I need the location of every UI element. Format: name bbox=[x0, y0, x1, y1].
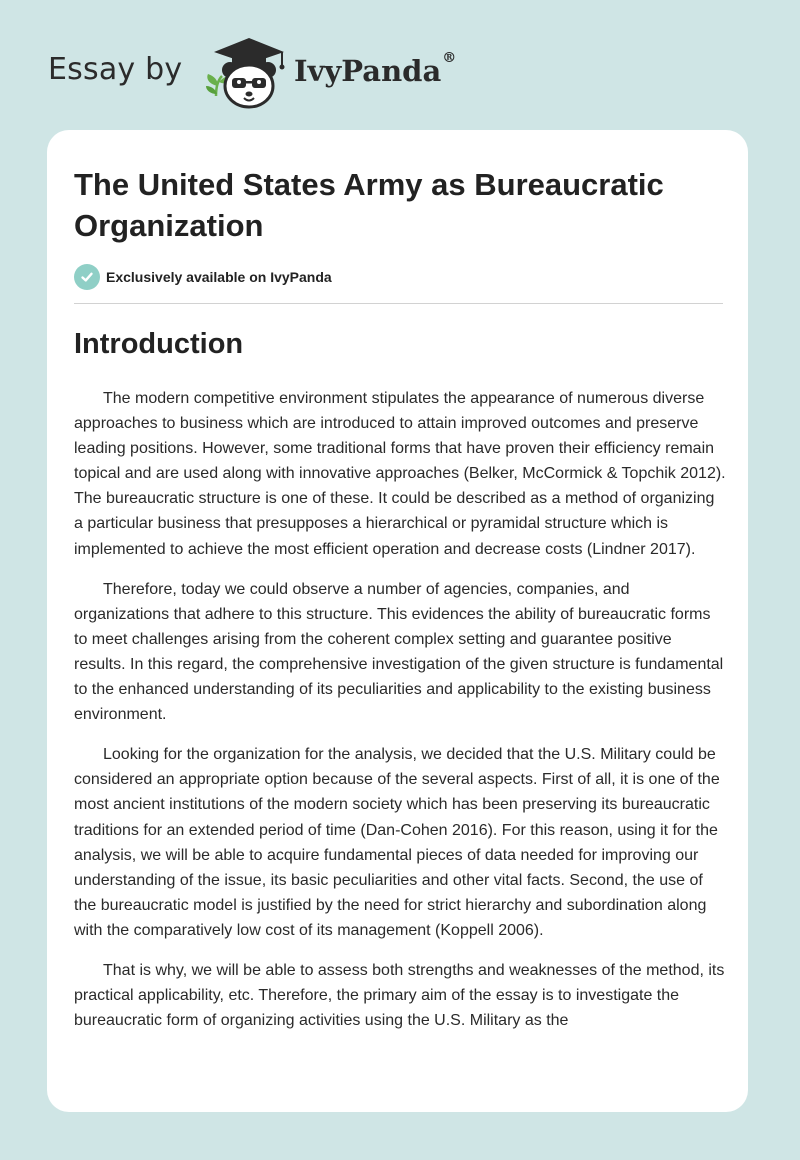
paragraph: That is why, we will be able to assess both strengths and weaknesses of the method, its practical applicability, etc. Therefore, the primary aim of the essay is to investigate the bureaucratic form of organizing activities using the U.S. Military as the bbox=[74, 961, 725, 1030]
essay-body bbox=[74, 386, 727, 1048]
brand-header bbox=[48, 34, 468, 114]
brand-name-text: IvyPanda bbox=[294, 54, 442, 88]
panda-graduate-icon[interactable] bbox=[202, 34, 290, 110]
essay-card bbox=[47, 130, 748, 1112]
paragraph: Therefore, today we could observe a number of agencies, companies, and organizations that adhere to this structure. This evidences the ability of bureaucratic forms to meet challenges arising from the coherent complex setting and guarantee positive results. In this regard, the comprehensive investigation of the given structure is fundamental to the enhanced understanding of its peculiarities and applicability to the existing business environment. bbox=[74, 580, 724, 724]
divider bbox=[74, 303, 723, 304]
paragraph: The modern competitive environment stipulates the appearance of numerous diverse approaches to business which are introduced to attain improved outcomes and preserve leading positions. However, some traditional forms that have proven their efficiency remain topical and are used along with innovative approaches (Belker, McCormick & Topchik 2012). The bureaucratic structure is one of these. It could be described as a method of organizing a particular business that presupposes a hierarchical or pyramidal structure which is implemented to achieve the most efficient operation and decrease costs (Lindner 2017). bbox=[74, 390, 726, 558]
registered-mark: ® bbox=[442, 50, 457, 66]
check-circle-icon bbox=[74, 264, 100, 290]
brand-name bbox=[294, 50, 457, 88]
brand-prefix: Essay by bbox=[48, 52, 183, 87]
paragraph: Looking for the organization for the analysis, we decided that the U.S. Military could be considered an appropriate option because of the several aspects. First of all, it is one of the most ancient institutions of the modern society which has been preserving its bureaucratic traditions for an extended period of time (Dan-Cohen 2016). For this reason, using it for the analysis, we will be able to acquire fundamental pieces of data needed for improving our understanding of the issue, its basic peculiarities and other vital facts. Second, the use of the bureaucratic model is justified by the need for strict hierarchy and subordination along with the comparatively low cost of its management (Koppell 2006). bbox=[74, 746, 720, 939]
badge-text: Exclusively available on IvyPanda bbox=[106, 269, 332, 285]
section-heading: Introduction bbox=[74, 328, 244, 360]
exclusive-badge bbox=[74, 264, 332, 290]
essay-title: The United States Army as Bureaucratic Organization bbox=[74, 167, 664, 243]
